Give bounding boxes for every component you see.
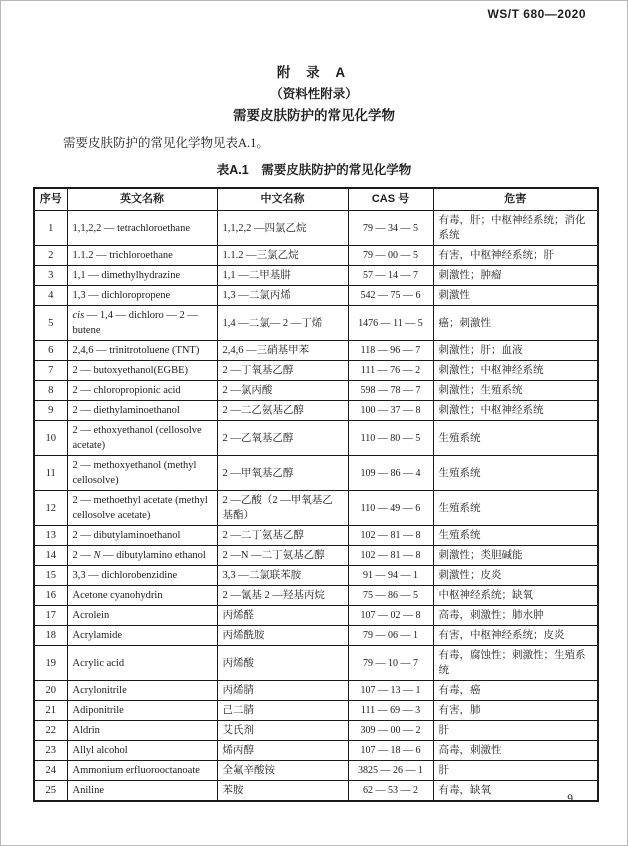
- row-number-cell: 7: [34, 361, 67, 381]
- english-name-cell: Ammonium erfluorooctanoate: [67, 761, 217, 781]
- chinese-name-cell: 全氟辛酸铵: [217, 761, 348, 781]
- cas-number-cell: 110 — 80 — 5: [348, 421, 433, 456]
- row-number-cell: 11: [34, 456, 67, 491]
- chinese-name-cell: 2 —氯丙酸: [217, 381, 348, 401]
- row-number-cell: 6: [34, 341, 67, 361]
- appendix-subtitle: （资料性附录）: [270, 87, 358, 101]
- hazard-cell: 有毒，肝；中枢神经系统；消化系统: [433, 211, 598, 246]
- row-number-cell: 20: [34, 681, 67, 701]
- hazard-cell: 生殖系统: [433, 421, 598, 456]
- cas-number-cell: 79 — 34 — 5: [348, 211, 433, 246]
- row-number-cell: 17: [34, 606, 67, 626]
- english-name-cell: 2 — chloropropionic acid: [67, 381, 217, 401]
- table-row: [34, 761, 598, 781]
- row-number-cell: 18: [34, 626, 67, 646]
- cas-number-cell: 107 — 02 — 8: [348, 606, 433, 626]
- table-caption: 表A.1 需要皮肤防护的常见化学物: [216, 163, 412, 177]
- hazard-cell: 刺激性；皮炎: [433, 566, 598, 586]
- english-name-cell: 2 — methoxyethanol (methyl cellosolve): [67, 456, 217, 491]
- english-name-cell: Acrylamide: [67, 626, 217, 646]
- table-row: [34, 526, 598, 546]
- english-name-cell: 2,4,6 — trinitrotoluene (TNT): [67, 341, 217, 361]
- chinese-name-cell: 1.1.2 —三氯乙烷: [217, 246, 348, 266]
- row-number-cell: 14: [34, 546, 67, 566]
- hazard-cell: 肝: [433, 721, 598, 741]
- chinese-name-cell: 2 —N —二丁氨基乙醇: [217, 546, 348, 566]
- cas-number-cell: 107 — 18 — 6: [348, 741, 433, 761]
- chinese-name-cell: 2 —乙氧基乙醇: [217, 421, 348, 456]
- row-number-cell: 23: [34, 741, 67, 761]
- table-row: [34, 626, 598, 646]
- english-name-cell: 1,1 — dimethylhydrazine: [67, 266, 217, 286]
- table-row: [34, 341, 598, 361]
- table-row: [34, 246, 598, 266]
- column-header-index: 序号: [34, 188, 67, 211]
- table-row: [34, 211, 598, 246]
- chinese-name-cell: 1,4 —二氯— 2 —丁烯: [217, 306, 348, 341]
- row-number-cell: 5: [34, 306, 67, 341]
- row-number-cell: 19: [34, 646, 67, 681]
- cas-number-cell: 542 — 75 — 6: [348, 286, 433, 306]
- row-number-cell: 2: [34, 246, 67, 266]
- table-row: [34, 286, 598, 306]
- row-number-cell: 3: [34, 266, 67, 286]
- chinese-name-cell: 2,4,6 —三硝基甲苯: [217, 341, 348, 361]
- hazard-cell: 癌；刺激性: [433, 306, 598, 341]
- hazard-cell: 高毒，刺激性: [433, 741, 598, 761]
- hazard-cell: 刺激性；肿瘤: [433, 266, 598, 286]
- chinese-name-cell: 2 —二丁氨基乙醇: [217, 526, 348, 546]
- row-number-cell: 15: [34, 566, 67, 586]
- cas-number-cell: 75 — 86 — 5: [348, 586, 433, 606]
- hazard-cell: 刺激性；中枢神经系统: [433, 401, 598, 421]
- table-row: [34, 401, 598, 421]
- row-number-cell: 10: [34, 421, 67, 456]
- table-row: [34, 566, 598, 586]
- chinese-name-cell: 2 —二乙氨基乙醇: [217, 401, 348, 421]
- column-header-english-name: 英文名称: [67, 188, 217, 211]
- column-header-chinese-name: 中文名称: [217, 188, 348, 211]
- chinese-name-cell: 己二腈: [217, 701, 348, 721]
- cas-number-cell: 111 — 69 — 3: [348, 701, 433, 721]
- cas-number-cell: 109 — 86 — 4: [348, 456, 433, 491]
- table-row: [34, 361, 598, 381]
- chinese-name-cell: 艾氏剂: [217, 721, 348, 741]
- english-name-cell: 1,3 — dichloropropene: [67, 286, 217, 306]
- chinese-name-cell: 丙烯酸: [217, 646, 348, 681]
- table-row: [34, 781, 598, 802]
- hazard-cell: 有毒，癌: [433, 681, 598, 701]
- page-number: 9: [567, 793, 573, 805]
- english-name-cell: Acrylic acid: [67, 646, 217, 681]
- cas-number-cell: 57 — 14 — 7: [348, 266, 433, 286]
- english-name-cell: 1.1.2 — trichloroethane: [67, 246, 217, 266]
- english-name-cell: 1,1,2,2 — tetrachloroethane: [67, 211, 217, 246]
- table-row: [34, 701, 598, 721]
- english-name-cell: Adiponitrile: [67, 701, 217, 721]
- chemicals-table-body: [34, 211, 598, 802]
- chinese-name-cell: 2 —甲氧基乙醇: [217, 456, 348, 491]
- english-name-cell: 2 — methoethyl acetate (methyl cellosolve acetate): [67, 491, 217, 526]
- english-name-cell: Aniline: [67, 781, 217, 802]
- english-name-cell: Acrylonitrile: [67, 681, 217, 701]
- table-row: [34, 606, 598, 626]
- hazard-cell: 刺激性；类胆碱能: [433, 546, 598, 566]
- hazard-cell: 肝: [433, 761, 598, 781]
- hazard-cell: 中枢神经系统；缺氧: [433, 586, 598, 606]
- english-name-cell: 2 — butoxyethanol(EGBE): [67, 361, 217, 381]
- hazard-cell: 有害，中枢神经系统；皮炎: [433, 626, 598, 646]
- intro-paragraph: 需要皮肤防护的常见化学物见表A.1。: [63, 136, 269, 150]
- chinese-name-cell: 3,3 —二氯联苯胺: [217, 566, 348, 586]
- cas-number-cell: 102 — 81 — 8: [348, 546, 433, 566]
- english-name-cell: 2 — ethoxyethanol (cellosolve acetate): [67, 421, 217, 456]
- row-number-cell: 13: [34, 526, 67, 546]
- english-name-cell: Acrolein: [67, 606, 217, 626]
- row-number-cell: 16: [34, 586, 67, 606]
- chinese-name-cell: 2 —乙酸（2 —甲氧基乙基酯）: [217, 491, 348, 526]
- chinese-name-cell: 苯胺: [217, 781, 348, 802]
- english-name-cell: cis — 1,4 — dichloro — 2 — butene: [67, 306, 217, 341]
- cas-number-cell: 79 — 06 — 1: [348, 626, 433, 646]
- chinese-name-cell: 烯丙醇: [217, 741, 348, 761]
- cas-number-cell: 102 — 81 — 8: [348, 526, 433, 546]
- hazard-cell: 刺激性；中枢神经系统: [433, 361, 598, 381]
- english-name-cell: 2 — N — dibutylamino ethanol: [67, 546, 217, 566]
- row-number-cell: 4: [34, 286, 67, 306]
- cas-number-cell: 100 — 37 — 8: [348, 401, 433, 421]
- hazard-cell: 刺激性；肝；血液: [433, 341, 598, 361]
- table-row: [34, 721, 598, 741]
- english-name-cell: Aldrin: [67, 721, 217, 741]
- table-row: [34, 586, 598, 606]
- table-row: [34, 646, 598, 681]
- cas-number-cell: 111 — 76 — 2: [348, 361, 433, 381]
- hazard-cell: 有害，肺: [433, 701, 598, 721]
- cas-number-cell: 309 — 00 — 2: [348, 721, 433, 741]
- chinese-name-cell: 2 —丁氧基乙醇: [217, 361, 348, 381]
- table-row: [34, 381, 598, 401]
- cas-number-cell: 118 — 96 — 7: [348, 341, 433, 361]
- appendix-title: 附 录 A: [276, 65, 352, 80]
- chinese-name-cell: 1,1,2,2 —四氯乙烷: [217, 211, 348, 246]
- english-name-cell: 3,3 — dichlorobenzidine: [67, 566, 217, 586]
- hazard-cell: 生殖系统: [433, 491, 598, 526]
- cas-number-cell: 62 — 53 — 2: [348, 781, 433, 802]
- chinese-name-cell: 1,3 —二氯丙烯: [217, 286, 348, 306]
- hazard-cell: 刺激性；生殖系统: [433, 381, 598, 401]
- hazard-cell: 生殖系统: [433, 526, 598, 546]
- chinese-name-cell: 2 —氰基 2 —羟基丙烷: [217, 586, 348, 606]
- appendix-heading: 需要皮肤防护的常见化学物: [233, 108, 395, 123]
- table-row: [34, 681, 598, 701]
- cas-number-cell: 1476 — 11 — 5: [348, 306, 433, 341]
- hazard-cell: 生殖系统: [433, 456, 598, 491]
- english-name-cell: 2 — dibutylaminoethanol: [67, 526, 217, 546]
- row-number-cell: 25: [34, 781, 67, 802]
- cas-number-cell: 598 — 78 — 7: [348, 381, 433, 401]
- chemicals-table: [33, 187, 599, 802]
- table-row: [34, 741, 598, 761]
- table-header-row: [34, 188, 598, 211]
- cas-number-cell: 107 — 13 — 1: [348, 681, 433, 701]
- table-row: [34, 421, 598, 456]
- table-row: [34, 266, 598, 286]
- chinese-name-cell: 丙烯醛: [217, 606, 348, 626]
- row-number-cell: 9: [34, 401, 67, 421]
- english-name-cell: Allyl alcohol: [67, 741, 217, 761]
- table-row: [34, 546, 598, 566]
- english-name-cell: 2 — diethylaminoethanol: [67, 401, 217, 421]
- table-row: [34, 491, 598, 526]
- hazard-cell: 有毒，腐蚀性；刺激性；生殖系统: [433, 646, 598, 681]
- column-header-hazard: 危害: [433, 188, 598, 211]
- row-number-cell: 1: [34, 211, 67, 246]
- row-number-cell: 12: [34, 491, 67, 526]
- cas-number-cell: 91 — 94 — 1: [348, 566, 433, 586]
- chinese-name-cell: 丙烯腈: [217, 681, 348, 701]
- row-number-cell: 8: [34, 381, 67, 401]
- row-number-cell: 24: [34, 761, 67, 781]
- table-row: [34, 306, 598, 341]
- cas-number-cell: 79 — 00 — 5: [348, 246, 433, 266]
- row-number-cell: 21: [34, 701, 67, 721]
- english-name-cell: Acetone cyanohydrin: [67, 586, 217, 606]
- cas-number-cell: 79 — 10 — 7: [348, 646, 433, 681]
- chinese-name-cell: 丙烯酰胺: [217, 626, 348, 646]
- row-number-cell: 22: [34, 721, 67, 741]
- chinese-name-cell: 1,1 —二甲基肼: [217, 266, 348, 286]
- hazard-cell: 刺激性: [433, 286, 598, 306]
- column-header-cas-number: CAS 号: [348, 188, 433, 211]
- hazard-cell: 有毒，缺氧: [433, 781, 598, 802]
- hazard-cell: 高毒，刺激性；肺水肿: [433, 606, 598, 626]
- table-row: [34, 456, 598, 491]
- cas-number-cell: 110 — 49 — 6: [348, 491, 433, 526]
- cas-number-cell: 3825 — 26 — 1: [348, 761, 433, 781]
- hazard-cell: 有害，中枢神经系统；肝: [433, 246, 598, 266]
- document-number: WS/T 680—2020: [487, 7, 586, 21]
